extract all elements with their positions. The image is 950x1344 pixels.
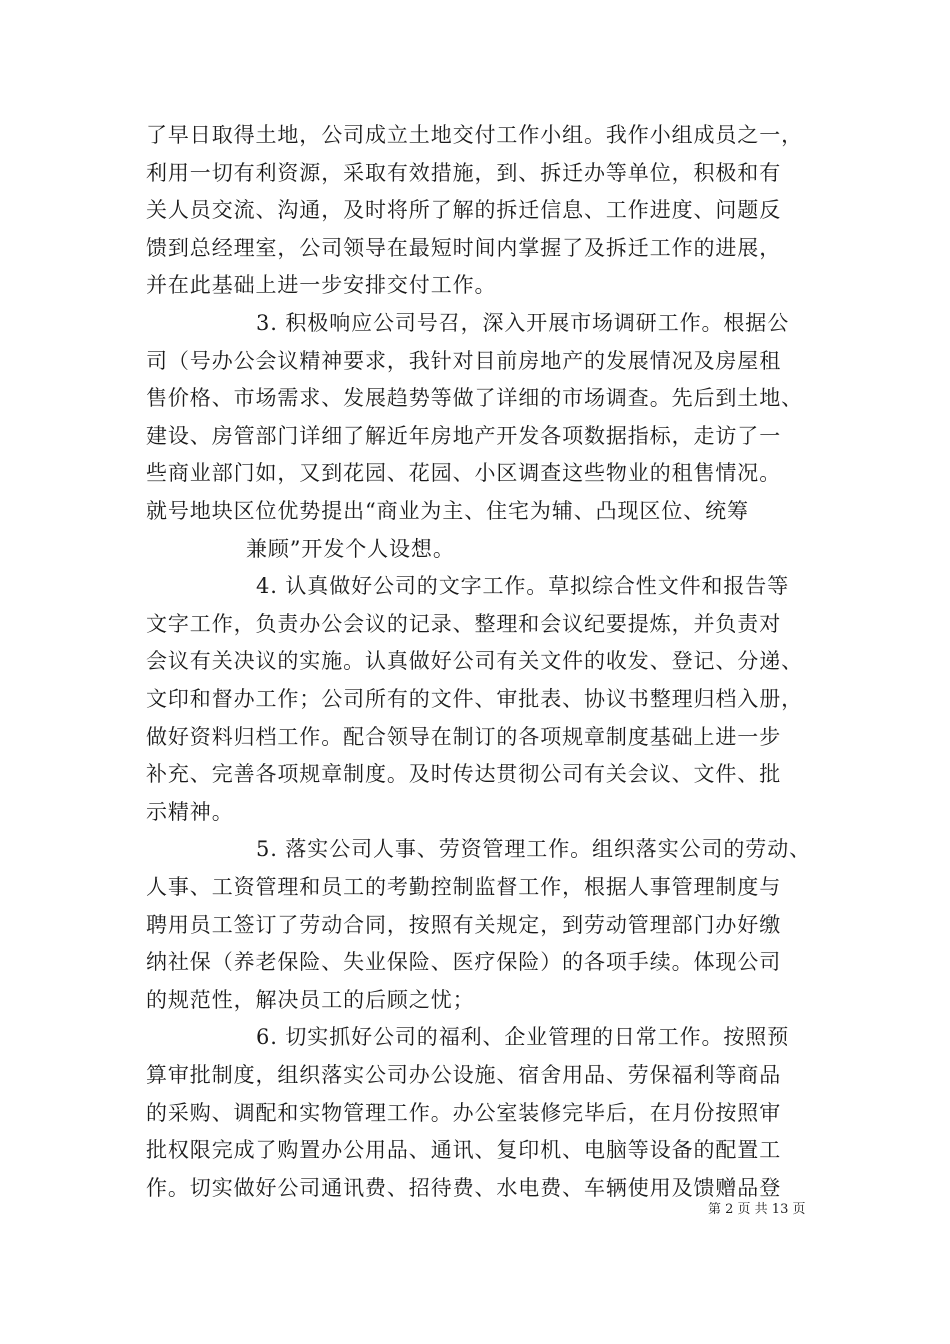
text-line-item-3: 3. 积极响应公司号召，深入开展市场调研工作。根据公 <box>256 311 790 335</box>
text-line: 批权限完成了购置办公用品、通讯、复印机、电脑等设备的配置工 <box>146 1138 782 1163</box>
text-line: 关人员交流、沟通，及时将所了解的拆迁信息、工作进度、问题反 <box>146 198 782 223</box>
text-line: 补充、完善各项规章制度。及时传达贯彻公司有关会议、文件、批 <box>146 762 782 787</box>
text-line: 文字工作，负责办公会议的记录、整理和会议纪要提炼，并负责对 <box>146 611 782 636</box>
text-line: 司（号办公会议精神要求，我针对目前房地产的发展情况及房屋租 <box>146 348 782 373</box>
text-line: 利用一切有利资源，采取有效措施，到、拆迁办等单位，积极和有 <box>146 160 782 185</box>
text-line: 并在此基础上进一步安排交付工作。 <box>146 273 497 298</box>
page-number: 第 2 页 共 13 页 <box>708 1202 806 1217</box>
text-line-item-6: 6. 切实抓好公司的福利、企业管理的日常工作。按照预 <box>256 1025 790 1050</box>
text-line: 做好资料归档工作。配合领导在制订的各项规章制度基础上进一步 <box>146 724 782 749</box>
text-line: 兼顾”开发个人设想。 <box>246 536 455 561</box>
text-line: 就号地块区位优势提出“商业为主、住宅为辅、凸现区位、统筹 <box>146 499 749 523</box>
text-line: 人事、工资管理和员工的考勤控制监督工作，根据人事管理制度与 <box>146 875 782 899</box>
text-line: 售价格、市场需求、发展趋势等做了详细的市场调查。先后到土地、 <box>146 386 803 411</box>
text-line: 的规范性，解决员工的后顾之忧； <box>146 987 475 1012</box>
text-line: 示精神。 <box>146 799 234 824</box>
text-line: 文印和督办工作；公司所有的文件、审批表、协议书整理归档入册， <box>146 687 803 711</box>
text-line: 些商业部门如，又到花园、花园、小区调查这些物业的租售情况。 <box>146 461 782 486</box>
text-line: 聘用员工签订了劳动合同，按照有关规定，到劳动管理部门办好缴 <box>146 912 782 937</box>
text-line: 会议有关决议的实施。认真做好公司有关文件的收发、登记、分递、 <box>146 649 803 674</box>
text-line: 算审批制度，组织落实公司办公设施、宿舍用品、劳保福利等商品 <box>146 1063 782 1087</box>
text-line: 纳社保（养老保险、失业保险、医疗保险）的各项手续。体现公司 <box>146 950 782 975</box>
text-line: 的采购、调配和实物管理工作。办公室装修完毕后，在月份按照审 <box>146 1100 782 1125</box>
text-line-item-4: 4. 认真做好公司的文字工作。草拟综合性文件和报告等 <box>256 574 790 599</box>
text-line-item-5: 5. 落实公司人事、劳资管理工作。组织落实公司的劳动、 <box>256 837 812 862</box>
text-line: 作。切实做好公司通讯费、招待费、水电费、车辆使用及馈赠品登 <box>146 1175 782 1200</box>
text-line: 馈到总经理室，公司领导在最短时间内掌握了及拆迁工作的进展， <box>146 235 782 260</box>
text-line: 建设、房管部门详细了解近年房地产开发各项数据指标，走访了一 <box>146 423 782 448</box>
text-line: 了早日取得土地，公司成立土地交付工作小组。我作小组成员之一， <box>146 123 803 147</box>
